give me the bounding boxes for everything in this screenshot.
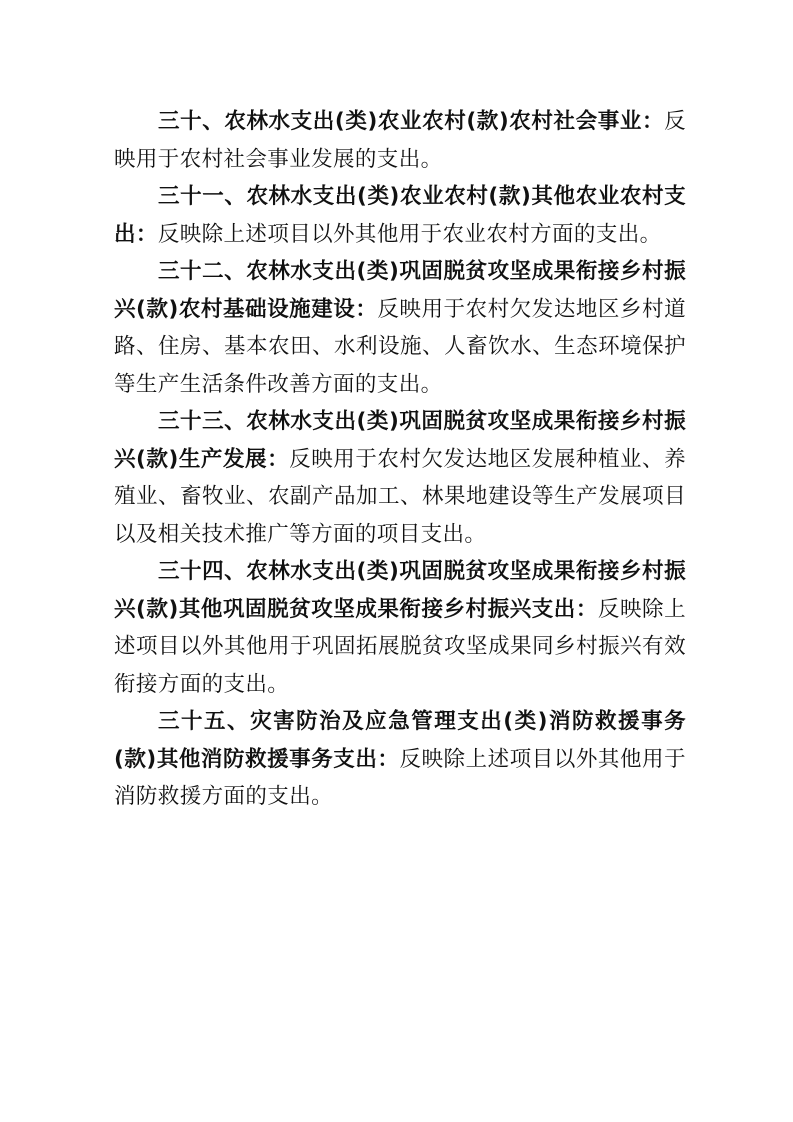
paragraph-34 (114, 553, 686, 703)
paragraph-35-heading: 三十五、灾害防治及应急管理支出(类)消防救援事务(款)其他消防救援事务支出： (114, 709, 686, 772)
paragraph-31-text: 反映除上述项目以外其他用于农业农村方面的支出。 (157, 221, 662, 247)
paragraph-35 (114, 703, 686, 816)
paragraph-32-text: 反映用于农村欠发达地区乡村道路、住房、基本农田、水利设施、人畜饮水、生态环境保护等生产生活条件改善方面的支出。 (114, 296, 686, 397)
paragraph-33-heading: 三十三、农林水支出(类)巩固脱贫攻坚成果衔接乡村振兴(款)生产发展： (114, 409, 686, 472)
paragraph-30 (114, 103, 686, 178)
paragraph-31 (114, 178, 686, 253)
paragraph-33-text: 反映用于农村欠发达地区发展种植业、养殖业、畜牧业、农副产品加工、林果地建设等生产发展项目以及相关技术推广等方面的项目支出。 (114, 446, 686, 547)
document-body (114, 103, 686, 816)
paragraph-33 (114, 403, 686, 553)
paragraph-34-heading: 三十四、农林水支出(类)巩固脱贫攻坚成果衔接乡村振兴(款)其他巩固脱贫攻坚成果衔接乡村振兴支出： (114, 559, 686, 622)
paragraph-31-heading: 三十一、农林水支出(类)农业农村(款)其他农业农村支出： (114, 184, 686, 247)
paragraph-32-heading: 三十二、农林水支出(类)巩固脱贫攻坚成果衔接乡村振兴(款)农村基础设施建设： (114, 259, 686, 322)
paragraph-34-text: 反映除上述项目以外其他用于巩固拓展脱贫攻坚成果同乡村振兴有效衔接方面的支出。 (114, 596, 686, 697)
paragraph-30-text: 反映用于农村社会事业发展的支出。 (114, 109, 686, 172)
paragraph-32 (114, 253, 686, 403)
paragraph-30-heading: 三十、农林水支出(类)农业农村(款)农村社会事业： (158, 109, 665, 134)
paragraph-35-text: 反映除上述项目以外其他用于消防救援方面的支出。 (114, 746, 686, 809)
